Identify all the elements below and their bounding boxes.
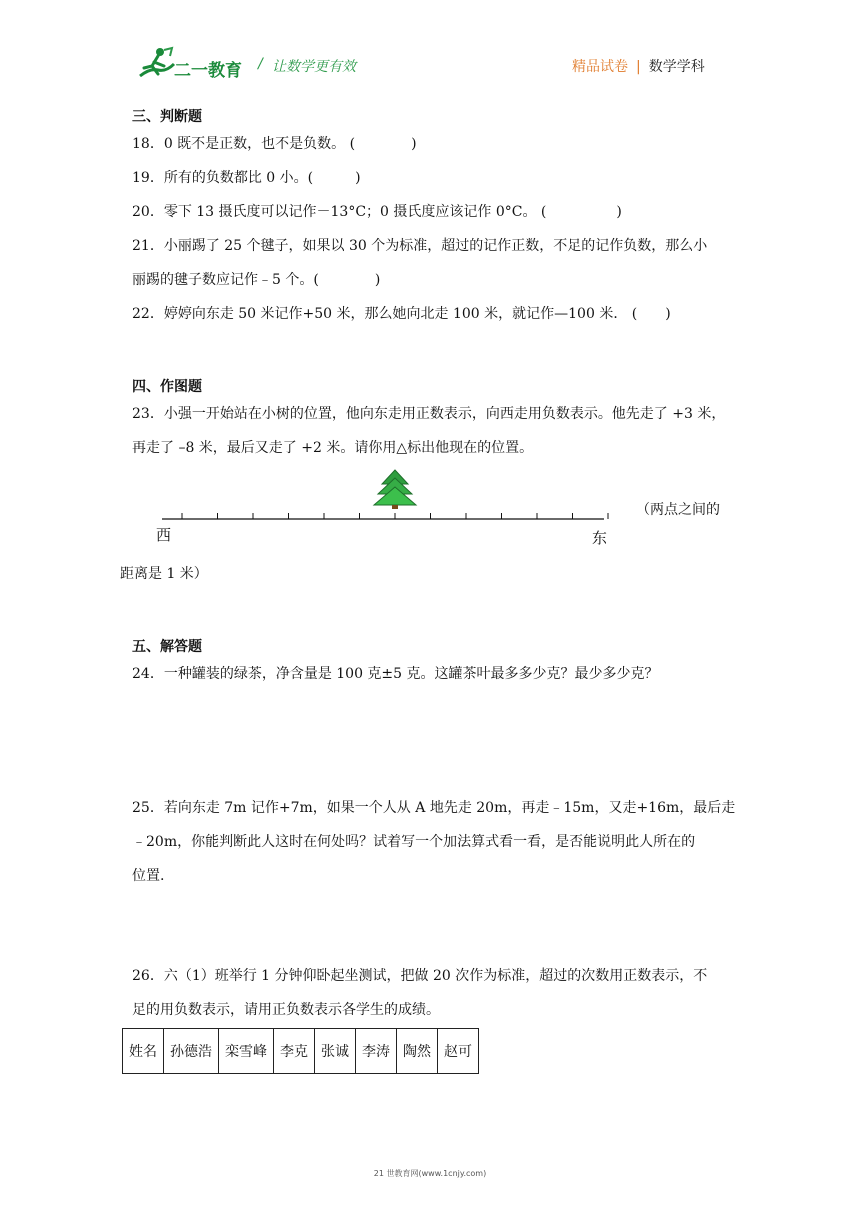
- label-west: 西: [156, 526, 172, 544]
- number-line: [150, 462, 620, 526]
- question-19: 19．所有的负数都比 0 小。( ): [132, 170, 361, 186]
- table-cell: 孙德浩: [164, 1029, 219, 1074]
- section-title-answers: 五、解答题: [132, 639, 202, 655]
- note-distance-b: 距离是 1 米）: [120, 566, 208, 582]
- question-25-line3: 位置.: [132, 868, 165, 884]
- logo-runner-icon: [136, 46, 176, 80]
- label-east: 东: [592, 529, 608, 547]
- question-24: 24．一种罐装的绿茶，净含量是 100 克±5 克。这罐茶叶最多多少克？最少多少克？: [132, 666, 659, 682]
- question-23-line2: 再走了 –8 米，最后又走了 +2 米。请你用△标出他现在的位置。: [132, 440, 534, 456]
- number-line-ticks: [182, 513, 608, 519]
- table-cell: 李涛: [356, 1029, 397, 1074]
- question-18: 18．0 既不是正数，也不是负数。 ( ): [132, 136, 417, 152]
- section-title-judgment: 三、判断题: [132, 109, 202, 125]
- header-slogan: 让数学更有效: [272, 59, 356, 75]
- table-cell: 栾雪峰: [219, 1029, 274, 1074]
- question-22: 22．婷婷向东走 50 米记作+50 米，那么她向北走 100 米，就记作—100 米． ( ): [132, 306, 671, 322]
- note-distance-a: （两点之间的: [636, 502, 720, 518]
- header-tag-premium: 精品试卷: [572, 59, 628, 75]
- question-21-line2: 丽踢的毽子数应记作﹣5 个。( ): [132, 272, 381, 288]
- table-row: [123, 1029, 479, 1074]
- header: [0, 0, 860, 90]
- logo-text: 二一教育: [174, 61, 242, 81]
- grades-table: [122, 1028, 479, 1074]
- header-tag-subject: 数学学科: [648, 59, 705, 75]
- tree-icon: [374, 470, 416, 509]
- table-cell: 陶然: [397, 1029, 438, 1074]
- table-cell: 赵可: [438, 1029, 479, 1074]
- table-cell: 李克: [274, 1029, 315, 1074]
- question-26-line1: 26．六（1）班举行 1 分钟仰卧起坐测试，把做 20 次作为标准，超过的次数用正数表示，不: [132, 968, 708, 984]
- question-26-line2: 足的用负数表示，请用正负数表示各学生的成绩。: [132, 1002, 440, 1018]
- logo-divider: /: [258, 56, 263, 72]
- question-25-line1: 25．若向东走 7m 记作+7m，如果一个人从 A 地先走 20m，再走﹣15m，又走+16m，最后走: [132, 800, 736, 816]
- question-20: 20．零下 13 摄氏度可以记作－13°C；0 摄氏度应该记作 0°C。 ( ): [132, 204, 622, 220]
- question-23-line1: 23．小强一开始站在小树的位置，他向东走用正数表示，向西走用负数表示。他先走了 +3 米，: [132, 406, 726, 422]
- table-cell-header: 姓名: [123, 1029, 164, 1074]
- section-title-drawing: 四、作图题: [132, 379, 202, 395]
- question-21-line1: 21．小丽踢了 25 个毽子，如果以 30 个为标准，超过的记作正数，不足的记作负数，那么小: [132, 238, 708, 254]
- table-cell: 张诚: [315, 1029, 356, 1074]
- header-tags: [572, 56, 705, 76]
- footer: 21 世教育网(www.1cnjy.com): [373, 1169, 487, 1178]
- question-25-line2: ﹣20m，你能判断此人这时在何处吗？试着写一个加法算式看一看，是否能说明此人所在的: [132, 834, 696, 850]
- header-separator: |: [636, 59, 641, 75]
